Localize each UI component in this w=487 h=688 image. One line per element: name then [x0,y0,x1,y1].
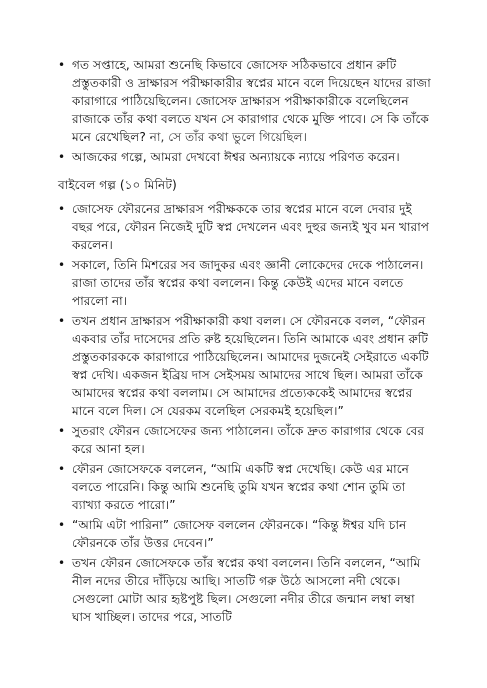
bullet-icon: • [58,58,66,72]
paragraph-text: সুতরাং ফৌরন জোসেফের জন্য পাঠালেন। তাঁকে দ্রুত কারাগার থেকে বের করে আনা হল। [72,424,425,456]
bullet-icon: • [58,462,66,476]
paragraph-text: “আমি এটা পারিনা” জোসেফ বললেন ফৌরনকে। “কিন্তু ঈশ্বর যদি চান ফৌরনকে তাঁর উত্তর দেবেন।” [72,518,407,550]
list-item [58,554,435,626]
list-item [58,422,435,458]
list-item [58,256,435,310]
list-item [58,460,435,514]
paragraph-text: তখন প্রধান দ্রাক্ষারস পরীক্ষাকারী কথা বলল। সে ফৌরনকে বলল, “ফৌরন একবার তাঁর দাসেদের প্রতি রুষ্ট হয়েছিলেন। তিনি আমাকে এবং প্রধান রুটি প্রস্তুতকারককে কারাগারে পাঠিয়েছিলেন। আমাদের দুজনেই সেইরাতে একটি স্বপ্ন দেখি। একজন ইব্রিয় দাস সেইসময় আমাদের সাথে ছিল। আমরা তাঁকে আমাদের স্বপ্নের কথা বললাম। সে আমাদের প্রত্যেককেই আমাদের স্বপ্নের মানে বলে দিল। সে যেরকম বলেছিল সেরকমই হয়েছিল।” [72,314,429,418]
paragraph-text: আজকের গল্পে, আমরা দেখবো ঈশ্বর অন্যায়কে ন্যায়ে পরিণত করেন। [72,150,400,164]
list-item [58,312,435,420]
bullet-icon: • [58,314,66,328]
bullet-icon: • [58,424,66,438]
paragraph-text: তখন ফৌরন জোসেফকে তাঁর স্বপ্নের কথা বললেন। তিনি বললেন, “আমি নীল নদের তীরে দাঁড়িয়ে আছি। সাতটি গরু উঠে আসলো নদী থেকে। সেগুলো মোটা আর হৃষ্টপুষ্ট ছিল। সেগুলো নদীর তীরে জন্মান লম্বা লম্বা ঘাস খাচ্ছিল। তাদের পরে, সাতটি [72,556,421,624]
paragraph-text: ফৌরন জোসেফকে বললেন, “আমি একটি স্বপ্ন দেখেছি। কেউ এর মানে বলতে পারেনি। কিন্তু আমি শুনেছি তুমি যখন স্বপ্নের কথা শোন তুমি তা ব্যাখ্যা করতে পারো।” [72,462,409,512]
list-item [58,516,435,552]
list-item [58,148,435,166]
list-item [58,56,435,146]
list-item [58,200,435,254]
bullet-icon: • [58,258,66,272]
bullet-icon: • [58,202,66,216]
paragraph-text: জোসেফ ফৌরনের দ্রাক্ষারস পরীক্ষককে তার স্বপ্নের মানে বলে দেবার দুই বছর পরে, ফৌরন নিজেই দুটি স্বপ্ন দেখলেন এবং দুহুর জন্যই খুব মন খারাপ করলেন। [72,202,430,252]
intro-list [58,56,435,166]
bullet-icon: • [58,556,66,570]
paragraph-text: গত সপ্তাহে, আমরা শুনেছি কিভাবে জোসেফ সঠিকভাবে প্রধান রুটি প্রস্তুতকারী ও দ্রাক্ষারস পরীক্ষাকারীর স্বপ্নের মানে বলে দিয়েছেন যাদের রাজা কারাগারে পাঠিয়েছিলেন। জোসেফ দ্রাক্ষারস পরীক্ষাকারীকে বলেছিলেন রাজাকে তাঁর কথা বলতে যখন সে কারাগার থেকে মুক্তি পাবে। সে কি তাঁকে মনে রেখেছিল? [72,58,431,144]
bullet-icon: • [58,518,66,532]
bullet-icon: • [58,150,66,164]
answer-note: না, সে তাঁর কথা ভুলে গিয়েছিল। [145,130,307,144]
paragraph-text: সকালে, তিনি মিশরের সব জাদুকর এবং জ্ঞানী লোকেদের দেকে পাঠালেন। রাজা তাদের তাঁর স্বপ্নের কথা বললেন। কিন্তু কেউই এদের মানে বলতে পারলো না। [72,258,424,308]
story-list [58,200,435,626]
section-heading: বাইবেল গল্প (১০ মিনিট) [58,178,177,192]
